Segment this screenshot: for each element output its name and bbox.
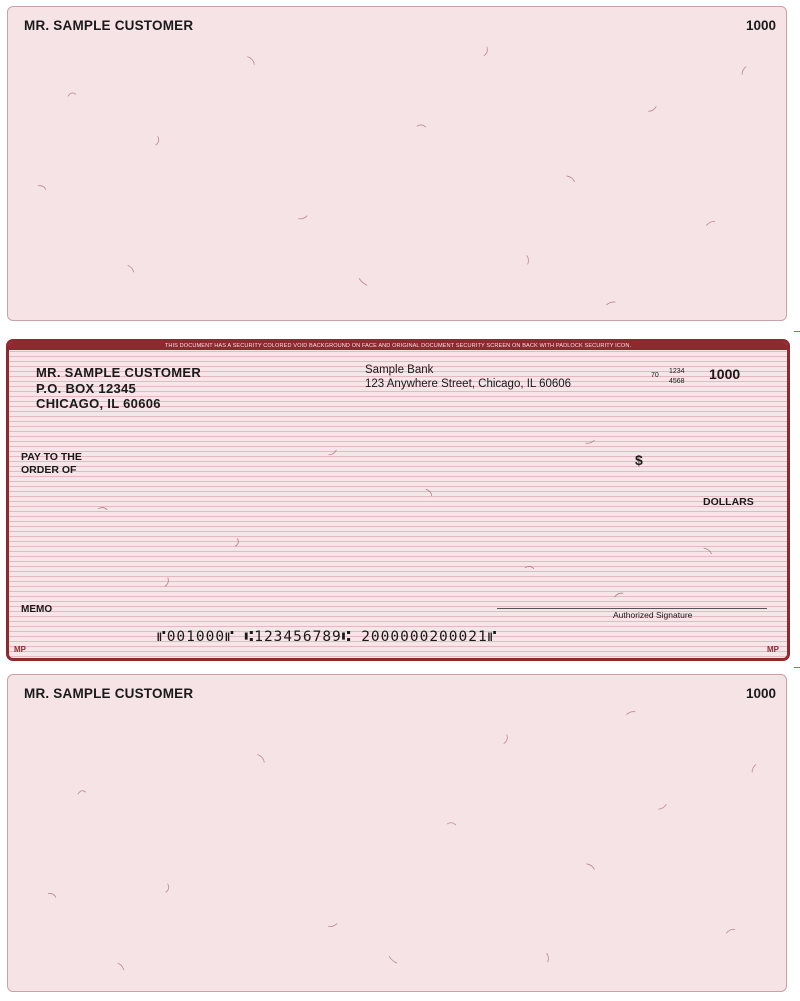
dollars-label: DOLLARS [703,496,754,508]
memo-label: MEMO [21,604,53,615]
micr-line: ⑈001000⑈ ⑆123456789⑆ 2000000200021⑈ [157,629,498,645]
customer-name: MR. SAMPLE CUSTOMER [24,686,194,701]
mp-mark-right: MP [767,645,779,654]
customer-name: MR. SAMPLE CUSTOMER [24,18,194,33]
check-face [6,339,790,661]
check-number: 1000 [709,366,741,382]
pay-to-line2: ORDER OF [21,463,77,476]
check-number: 1000 [745,686,776,701]
payer-address-block [36,365,201,412]
bank-block [365,363,571,391]
check-number: 1000 [745,18,776,33]
payer-address-line1: P.O. BOX 12345 [36,380,137,396]
perforation-tick [794,667,800,668]
perforation-tick [794,331,800,332]
payer-name: MR. SAMPLE CUSTOMER [36,365,202,380]
security-fiber-pattern [8,7,786,320]
routing-fraction [669,367,685,386]
pay-to-line1: PAY TO THE [21,451,82,463]
bank-address: 123 Anywhere Street, Chicago, IL 60606 [365,378,572,390]
routing-fraction-prefix: 70 [651,372,659,379]
bottom-stub [7,674,787,992]
pay-to-label [21,451,82,476]
dollar-sign: $ [635,452,643,468]
bank-name: Sample Bank [365,364,434,376]
payer-address-line2: CHICAGO, IL 60606 [36,396,161,411]
signature-line [497,608,767,609]
signature-label: Authorized Signature [613,610,693,620]
security-banner: THIS DOCUMENT HAS A SECURITY COLORED VOID BACKGROUND ON FACE AND ORIGINAL DOCUMENT SECURITY SCREEN ON BACK WITH PADLOCK SECURITY ICON. [9,342,787,350]
routing-fraction-bottom: 4568 [669,377,685,385]
security-fiber-pattern [8,675,786,991]
routing-fraction-top: 1234 [669,368,685,375]
mp-mark-left: MP [14,645,26,654]
top-stub [7,6,787,321]
